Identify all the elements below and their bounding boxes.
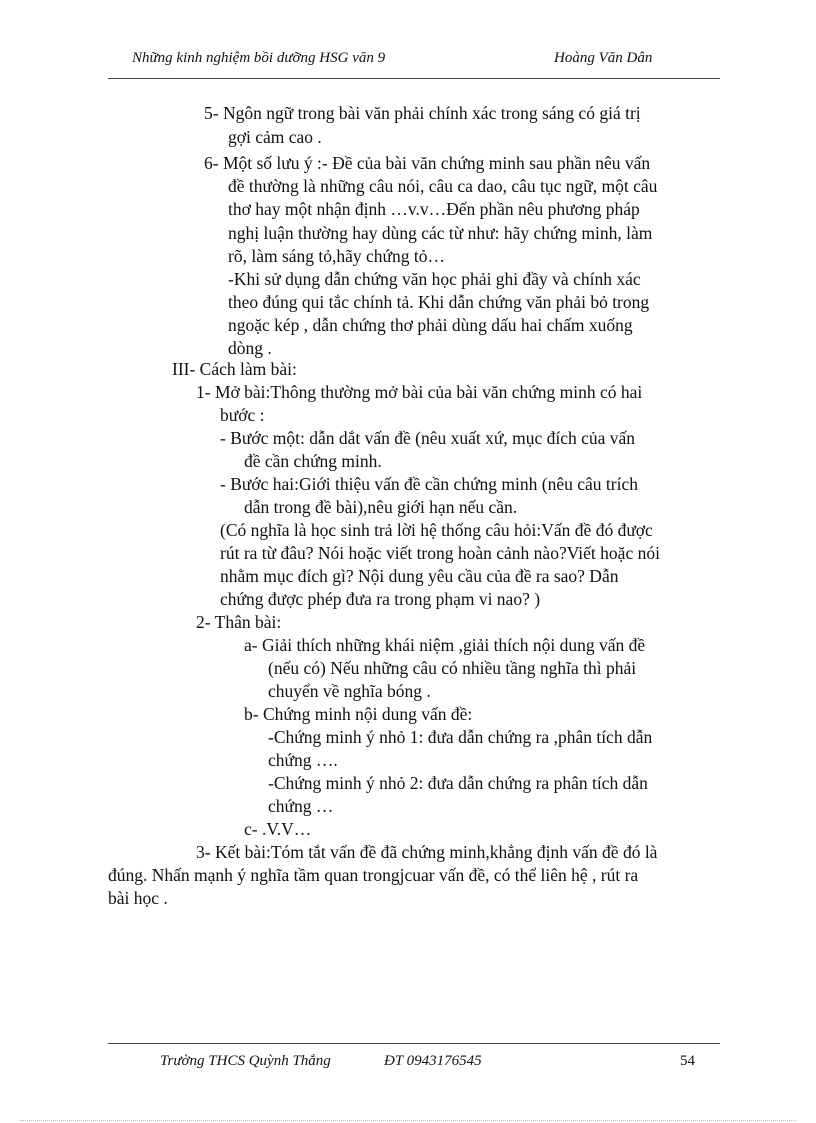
text-line: 5- Ngôn ngữ trong bài văn phải chính xác trong sáng có giá trị (204, 103, 641, 123)
text-line: thơ hay một nhận định …v.v…Đến phần nêu phương pháp (228, 199, 640, 219)
text-line: bài học . (108, 888, 168, 908)
text-line: (nếu có) Nếu những câu có nhiều tầng nghĩa thì phải (268, 658, 637, 678)
text-line: nghị luận thường hay dùng các từ như: hãy chứng minh, làm (228, 223, 653, 243)
page-header (0, 50, 816, 74)
header-title: Những kinh nghiệm bồi dưỡng HSG văn 9 (132, 50, 386, 66)
text-line: chuyển về nghĩa bóng . (268, 681, 431, 701)
page-edge (20, 1120, 796, 1121)
text-line: ngoặc kép , dẫn chứng thơ phải dùng dấu hai chấm xuống (228, 315, 633, 335)
text-line: - Bước hai:Giới thiệu vấn đề cần chứng minh (nêu câu trích (220, 474, 638, 494)
text-line: đề thường là những câu nói, câu ca dao, câu tục ngữ, một câu (228, 176, 658, 196)
text-line: nhằm mục đích gì? Nội dung yêu cầu của đề ra sao? Dẫn (220, 566, 619, 586)
text-line: rõ, làm sáng tỏ,hãy chứng tỏ… (228, 246, 446, 266)
text-line: -Khi sử dụng dẫn chứng văn học phải ghi đầy và chính xác (228, 269, 641, 289)
text-line: dẫn trong đề bài),nêu giới hạn nếu cần. (244, 497, 518, 517)
header-rule (108, 78, 720, 79)
text-line: 6- Một số lưu ý :- Đề của bài văn chứng minh sau phần nêu vấn (204, 153, 651, 173)
text-line: a- Giải thích những khái niệm ,giải thích nội dung vấn đề (244, 635, 646, 655)
text-line: - Bước một: dẫn dắt vấn đề (nêu xuất xứ, mục đích của vấn (220, 428, 636, 448)
text-line: 2- Thân bài: (196, 612, 282, 632)
text-line: b- Chứng minh nội dung vấn đề: (244, 704, 473, 724)
text-line: gợi cảm cao . (228, 127, 322, 147)
text-line: dòng . (228, 338, 272, 358)
text-line: III- Cách làm bài: (172, 359, 297, 379)
page-number: 54 (680, 1053, 695, 1069)
text-line: đề cần chứng minh. (244, 451, 382, 471)
text-line: c- .V.V… (244, 819, 312, 839)
footer-school: Trường THCS Quỳnh Thắng (160, 1053, 331, 1069)
text-line: -Chứng minh ý nhỏ 1: đưa dẫn chứng ra ,phân tích dẫn (268, 727, 653, 747)
text-line: bước : (220, 405, 265, 425)
text-line: chứng …. (268, 750, 338, 770)
text-line: 1- Mở bài:Thông thường mở bài của bài văn chứng minh có hai (196, 382, 643, 402)
text-line: (Có nghĩa là học sinh trả lời hệ thống câu hỏi:Vấn đề đó được (220, 520, 653, 540)
text-line: theo đúng qui tắc chính tả. Khi dẫn chứng văn phải bỏ trong (228, 292, 650, 312)
header-author: Hoàng Văn Dân (554, 50, 653, 66)
text-line: đúng. Nhấn mạnh ý nghĩa tầm quan trongjcuar vấn đề, có thể liên hệ , rút ra (108, 865, 639, 885)
text-line: chứng được phép đưa ra trong phạm vi nao? ) (220, 589, 541, 609)
text-line: 3- Kết bài:Tóm tắt vấn đề đã chứng minh,khẳng định vấn đề đó là (196, 842, 658, 862)
footer-phone: ĐT 0943176545 (384, 1053, 482, 1069)
footer-rule (108, 1043, 720, 1044)
text-line: chứng … (268, 796, 334, 816)
text-line: rút ra từ đâu? Nói hoặc viết trong hoàn cảnh nào?Viết hoặc nói (220, 543, 660, 563)
text-line: -Chứng minh ý nhỏ 2: đưa dẫn chứng ra phân tích dẫn (268, 773, 648, 793)
